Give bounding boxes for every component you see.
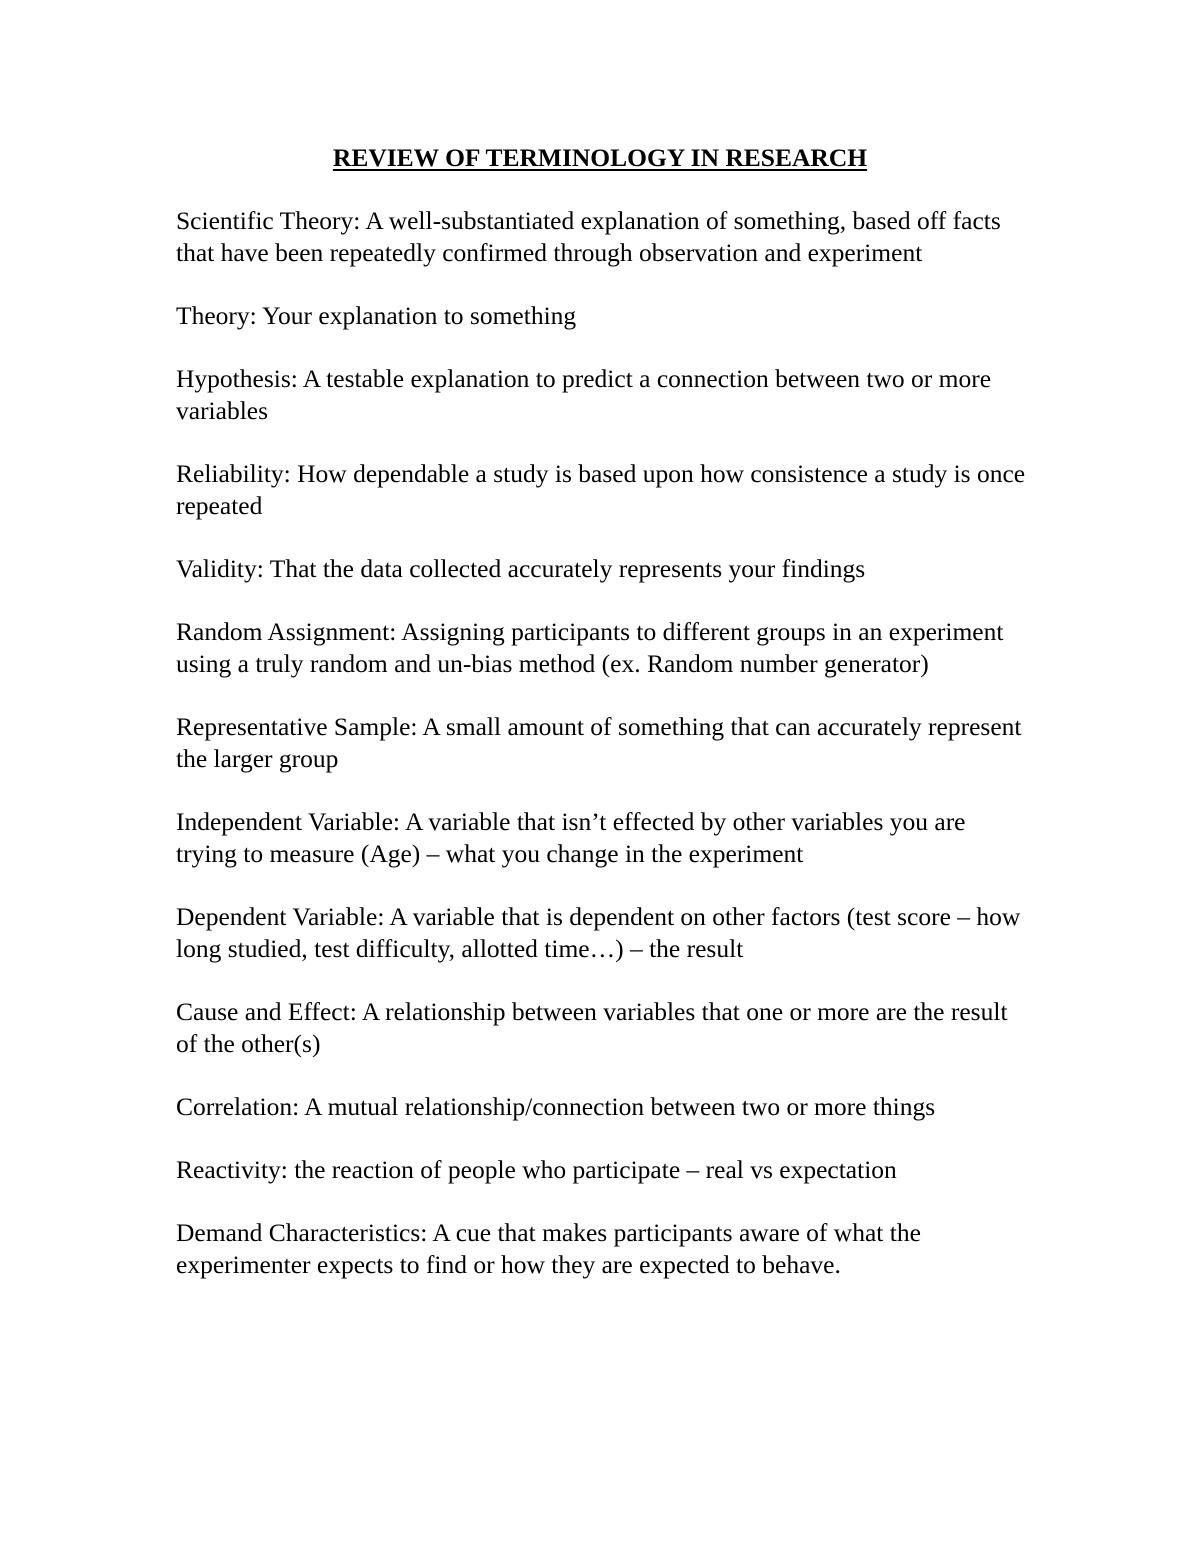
term-demand-characteristics: Demand Characteristics: A cue that makes participants aware of what the experimenter expects to find or how they are expected to behave. bbox=[176, 1218, 921, 1279]
term-validity: Validity: That the data collected accurately represents your findings bbox=[176, 554, 866, 583]
term-reactivity: Reactivity: the reaction of people who participate – real vs expectation bbox=[176, 1155, 897, 1184]
term-hypothesis: Hypothesis: A testable explanation to predict a connection between two or more variables bbox=[176, 364, 992, 425]
term-independent-variable: Independent Variable: A variable that isn’t effected by other variables you are trying to measure (Age) – what you change in the experiment bbox=[176, 807, 966, 868]
term-representative-sample: Representative Sample: A small amount of something that can accurately represent the larger group bbox=[176, 712, 1022, 773]
document-title: REVIEW OF TERMINOLOGY IN RESEARCH bbox=[332, 143, 868, 172]
term-scientific-theory: Scientific Theory: A well-substantiated explanation of something, based off facts that have been repeatedly confirmed through observation and experiment bbox=[176, 206, 1001, 267]
term-random-assignment: Random Assignment: Assigning participants to different groups in an experiment using a truly random and un-bias method (ex. Random number generator) bbox=[176, 617, 1004, 678]
term-dependent-variable: Dependent Variable: A variable that is dependent on other factors (test score – how long studied, test difficulty, allotted time…) – the result bbox=[176, 902, 1021, 963]
term-list bbox=[176, 205, 1026, 1312]
term-cause-and-effect: Cause and Effect: A relationship between variables that one or more are the result of the other(s) bbox=[176, 997, 1008, 1058]
term-correlation: Correlation: A mutual relationship/connection between two or more things bbox=[176, 1092, 936, 1121]
term-reliability: Reliability: How dependable a study is based upon how consistence a study is once repeated bbox=[176, 459, 1026, 520]
term-theory: Theory: Your explanation to something bbox=[176, 301, 577, 330]
